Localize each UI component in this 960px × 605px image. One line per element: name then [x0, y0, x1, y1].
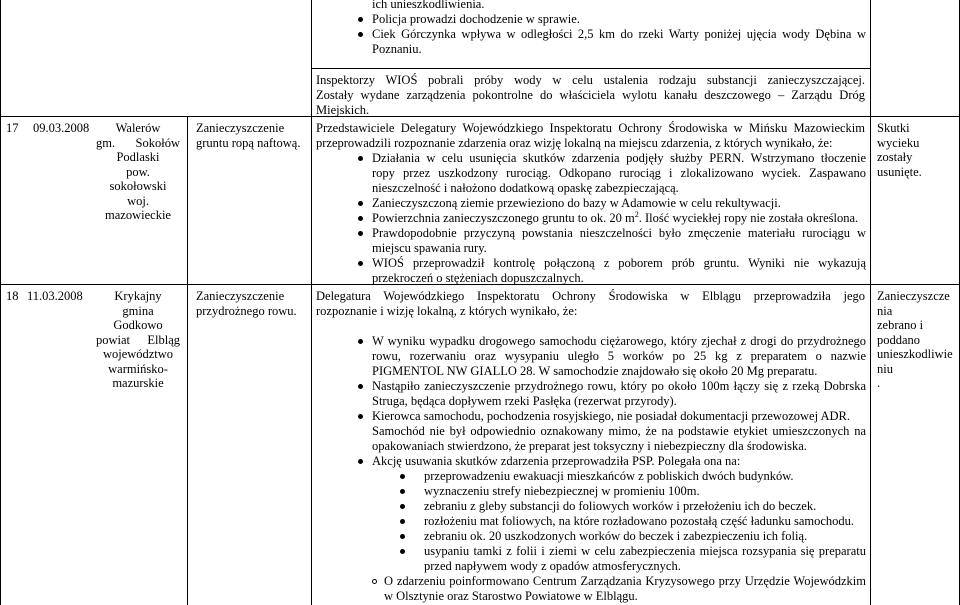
effects-line: .: [877, 376, 881, 390]
bullet-text: przekroczeń o stężeniach dopuszczalnych.: [372, 271, 584, 285]
row-divider-17: [0, 116, 960, 117]
bullet-text: PIGMENTOL NW GIALLO 28. W samochodzie znajdowało się około 20 Mg preparatu.: [372, 364, 818, 378]
fragment-bullet: Ciek Górczynka wpływa w odległości 2,5 km do rzeki Warty poniżej ujęcia wody Dębina w: [372, 27, 866, 41]
type-line: Zanieczyszczenie: [196, 289, 285, 303]
circle-bullet-icon: [372, 579, 377, 584]
row-effects: [877, 121, 957, 179]
effects-line: Zanieczyszcze: [877, 289, 950, 303]
bullet-text: Nastąpiło zanieczyszczenie przydrożnego rowu, który po około 100m łączy się z rzeką Dobrska: [372, 379, 866, 393]
area-tail-text: . Ilość wyciekłej ropy nie została określona.: [638, 211, 859, 225]
location-line: sokołowski: [109, 179, 167, 193]
effects-line: zostały: [877, 150, 913, 164]
notice-text: O zdarzeniu poinformowano Centrum Zarządzania Kryzysowego przy Urzędzie Wojewódzkim: [384, 574, 866, 588]
bullet-text: opakowaniach stwierdzono, że preparat jest toksyczny i niebezpieczny dla środowiska.: [372, 439, 807, 453]
column-divider-1: [187, 117, 188, 605]
intro-line: Delegatura Wojewódzkiego Inspektoratu Ochrony Środowiska w Elblągu przeprowadziła jego: [316, 289, 865, 303]
bullet-dot-icon: [400, 504, 405, 509]
inspectors-note: Miejskich.: [316, 103, 370, 117]
bullet-text: Samochód nie był odpowiednio oznakowany mimo, że na podstawie etykiet umieszczonych na: [372, 424, 866, 438]
location-line: Walerów: [115, 121, 161, 135]
location-line: Krykajny: [114, 289, 162, 303]
row-type: [196, 289, 308, 318]
bullet-text: Akcję usuwania skutków zdarzenia przeprowadziła PSP. Polegała ona na:: [372, 454, 741, 468]
effects-line: nia: [877, 303, 893, 318]
subbullet-text: rozłożeniu mat foliowych, na które rozładowano pozostałą część ładunku samochodu.: [424, 514, 855, 528]
bullet-dot-icon: [400, 549, 405, 554]
table-left-border: [0, 0, 1, 605]
subbullet-text: przeprowadzeniu ewakuacji mieszkańców z pobliskich dwóch budynków.: [424, 469, 794, 483]
fragment-text: ich unieszkodliwienia.: [372, 0, 485, 11]
effects-line: usunięte.: [877, 164, 922, 179]
inspectors-note: Inspektorzy WIOŚ pobrali próby wody w celu ustalenia rodzaju substancji zanieczyszczającej.: [316, 73, 865, 87]
intro-line: Przedstawiciele Delegatury Wojewódzkiego Inspektoratu Ochrony Środowiska w Mińsku Mazowieckim: [316, 121, 865, 135]
bullet-dot-icon: [358, 384, 363, 389]
bullet-text: ropy przez uszkodzony rurociąg. Odkopano rurociąg i zlokalizowano wyciek. Zaspawano: [372, 166, 866, 180]
column-divider-2: [311, 0, 312, 605]
location-line: Podlaski: [116, 150, 160, 164]
bullet-dot-icon: [358, 216, 363, 221]
inspectors-note: Zostały wydane zarządzenia pokontrolne do właściciela wylotu kanału deszczowego – Zarządu Dróg: [316, 88, 865, 102]
bullet-text: rowu, rozerwaniu oraz wysypaniu uległo 5 worków po 25 kg z preparatem o nazwie: [372, 349, 866, 363]
bullet-dot-icon: [400, 534, 405, 539]
bullet-text: [372, 211, 858, 226]
bullet-text: Prawdopodobnie przyczyną powstania nieszczelności było zmęczenie materiału rurociągu w: [372, 226, 866, 240]
subbullet-text: zebraniu z gleby substancji do foliowych worków i przełożeniu ich do beczek.: [424, 499, 817, 513]
location-line: pow.: [126, 164, 150, 179]
row-divider-top-fragment: [311, 68, 871, 69]
bullet-dot-icon: [358, 414, 363, 419]
effects-line: wycieku: [877, 135, 920, 150]
location-line: gmina: [122, 303, 154, 318]
area-text: Powierzchnia zanieczyszczonego gruntu to ok. 20 m: [372, 211, 635, 225]
location-line: Godkowo: [113, 318, 163, 332]
bullet-text: miejscu spawania rury.: [372, 241, 487, 255]
row-type: [196, 121, 308, 150]
location-line: woj.: [127, 193, 149, 208]
type-line: gruntu ropą naftową.: [196, 135, 301, 150]
bullet-text: nieszczelność i nałożono dodatkową opaskę zabezpieczającą.: [372, 181, 679, 195]
effects-line: unieszkodliwie: [877, 347, 953, 361]
type-line: Zanieczyszczenie: [196, 121, 285, 135]
subbullet-text: przed napływem wody z opadów atmosferycznych.: [424, 559, 681, 573]
bullet-text: Działania w celu usunięcia skutków zdarzenia podjęły służby PERN. Wstrzymano tłoczenie: [372, 151, 866, 165]
location-line: warmińsko-: [108, 361, 168, 376]
effects-line: zebrano i: [877, 318, 924, 332]
bullet-dot-icon: [358, 17, 363, 22]
location-line: mazowieckie: [105, 208, 171, 222]
row-date: 09.03.2008: [33, 121, 90, 135]
bullet-dot-icon: [358, 32, 363, 37]
location-line: mazurskie: [112, 376, 164, 390]
subbullet-text: wyznaczeniu strefy niebezpiecznej w promieniu 100m.: [424, 484, 700, 498]
bullet-text: Kierowca samochodu, pochodzenia rosyjskiego, nie posiadał dokumentacji przewozowej ADR.: [372, 409, 850, 423]
location-line: powiat Elbląg: [96, 332, 180, 347]
row-location: [96, 121, 180, 223]
bullet-text: W wyniku wypadku drogowego samochodu ciężarowego, który zjechał z drogi do przydrożnego: [372, 334, 866, 348]
intro-line: przeprowadzili rozpoznanie zdarzenia oraz wizję lokalną na miejscu zdarzenia, z których wynikało, że:: [316, 136, 833, 150]
effects-line: poddano: [877, 332, 921, 347]
notice-text: w Olsztynie oraz Starostwo Powiatowe w Elblągu.: [384, 589, 638, 603]
location-line: gm. Sokołów: [96, 135, 180, 150]
bullet-text: Zanieczyszczoną ziemie przewieziono do bazy w Adamowie w celu rekultywacji.: [372, 196, 781, 210]
bullet-text: Struga, będąca dopływem rzeki Pasłęka (rezerwat przyrody).: [372, 394, 677, 408]
row-number: 18: [6, 289, 19, 303]
area-unit-sup: 2: [634, 209, 639, 219]
bullet-dot-icon: [358, 261, 363, 266]
column-divider-3: [870, 0, 871, 605]
bullet-dot-icon: [358, 156, 363, 161]
bullet-dot-icon: [400, 519, 405, 524]
intro-line: rozpoznanie i wizję lokalną, z których wynikało, że:: [316, 304, 578, 318]
row-date: 11.03.2008: [27, 289, 83, 303]
bullet-dot-icon: [400, 474, 405, 479]
fragment-bullet-cont: Poznaniu.: [372, 42, 422, 56]
effects-line: Skutki: [877, 121, 910, 135]
row-location: [96, 289, 180, 391]
row-number: 17: [6, 121, 19, 135]
subbullet-text: zebraniu ok. 20 uszkodzonych worków do beczek i zabezpieczeniu ich folią.: [424, 529, 808, 543]
effects-line: niu: [877, 361, 893, 376]
bullet-dot-icon: [358, 339, 363, 344]
bullet-text: WIOŚ przeprowadził kontrolę połączoną z poborem prób gruntu. Wyniki nie wykazują: [372, 256, 866, 270]
fragment-bullet: Policja prowadzi dochodzenie w sprawie.: [372, 12, 580, 26]
bullet-dot-icon: [400, 489, 405, 494]
subbullet-text: usypaniu tamki z folii i ziemi w celu zabezpieczenia miejsca rozsypania się preparatu: [424, 544, 866, 558]
type-line: przydrożnego rowu.: [196, 303, 297, 318]
row-effects: [877, 289, 957, 391]
bullet-dot-icon: [358, 459, 363, 464]
bullet-dot-icon: [358, 231, 363, 236]
bullet-dot-icon: [358, 201, 363, 206]
location-line: województwo: [102, 347, 174, 361]
